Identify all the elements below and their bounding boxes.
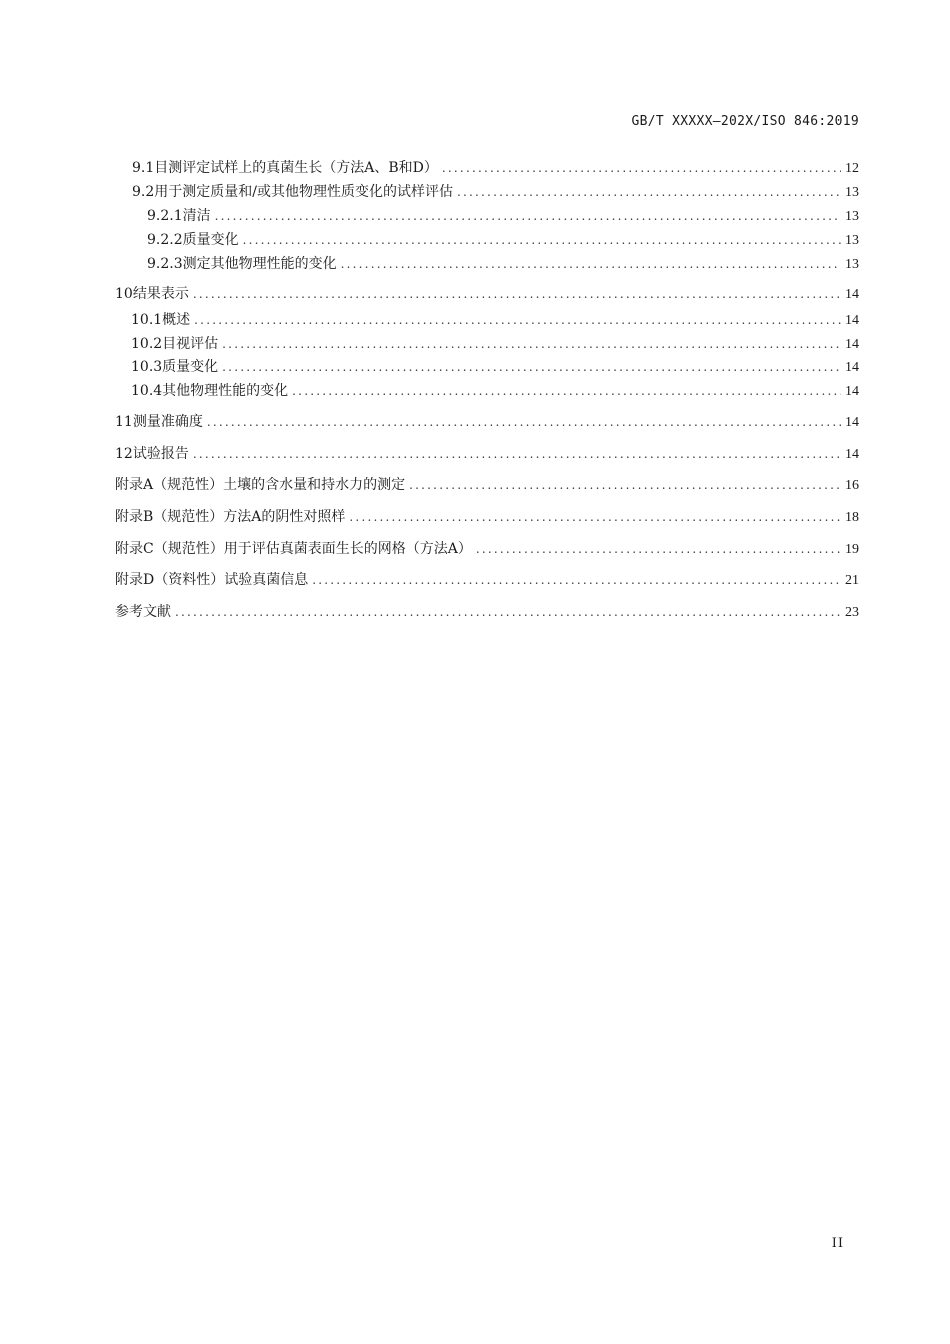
toc-number: 附录D（资料性） bbox=[115, 572, 225, 588]
toc-title: 目测评定试样上的真菌生长（方法A、B和D） bbox=[154, 160, 438, 176]
toc-entry-9-1[interactable] bbox=[0, 158, 950, 178]
toc-number: 9.2.1 bbox=[147, 208, 183, 224]
toc-entry-12[interactable] bbox=[0, 444, 950, 464]
toc-leader-dots bbox=[222, 334, 841, 354]
toc-leader-dots bbox=[341, 254, 841, 274]
toc-leader-dots bbox=[194, 310, 841, 330]
toc-title: 其他物理性能的变化 bbox=[162, 383, 289, 399]
toc-title: 概述 bbox=[162, 312, 191, 328]
toc-page: 14 bbox=[845, 360, 859, 375]
toc-leader-dots bbox=[457, 182, 841, 202]
toc-entry-9-2-3[interactable] bbox=[0, 254, 950, 274]
page-number: II bbox=[831, 1236, 844, 1251]
toc-entry-10-4[interactable] bbox=[0, 381, 950, 401]
toc-entry-10-3[interactable] bbox=[0, 357, 950, 377]
toc-page: 13 bbox=[845, 233, 859, 248]
toc-number: 附录A（规范性） bbox=[115, 477, 224, 493]
toc-leader-dots bbox=[312, 570, 841, 590]
toc-leader-dots bbox=[409, 475, 841, 495]
toc-page: 13 bbox=[845, 185, 859, 200]
toc-page: 12 bbox=[845, 161, 859, 176]
toc-page: 23 bbox=[845, 605, 859, 620]
toc-title: 用于评估真菌表面生长的网格（方法A） bbox=[223, 541, 472, 557]
toc-page: 14 bbox=[845, 287, 859, 302]
toc-entry-annex-a[interactable] bbox=[0, 475, 950, 495]
toc-page: 14 bbox=[845, 415, 859, 430]
toc-title: 用于测定质量和/或其他物理性质变化的试样评估 bbox=[154, 184, 453, 200]
toc-page: 13 bbox=[845, 257, 859, 272]
toc-title: 测量准确度 bbox=[132, 414, 203, 430]
toc-entry-10-1[interactable] bbox=[0, 310, 950, 330]
toc-leader-dots bbox=[292, 381, 841, 401]
toc-page: 14 bbox=[845, 337, 859, 352]
toc-leader-dots bbox=[442, 158, 841, 178]
toc-entry-10[interactable] bbox=[0, 284, 950, 304]
toc-page: 18 bbox=[845, 510, 859, 525]
toc-page: 21 bbox=[845, 573, 859, 588]
toc-leader-dots bbox=[222, 357, 841, 377]
toc-entry-11[interactable] bbox=[0, 412, 950, 432]
toc-entry-annex-d[interactable] bbox=[0, 570, 950, 590]
toc-page: 14 bbox=[845, 313, 859, 328]
toc-leader-dots bbox=[349, 507, 841, 527]
toc-title: 参考文献 bbox=[115, 604, 171, 620]
toc-number: 9.1 bbox=[132, 160, 155, 176]
toc-leader-dots bbox=[243, 230, 841, 250]
toc-page: 16 bbox=[845, 478, 859, 493]
toc-number: 10.2 bbox=[131, 336, 163, 352]
toc-leader-dots bbox=[215, 206, 841, 226]
toc-leader-dots bbox=[193, 444, 841, 464]
toc-title: 试验真菌信息 bbox=[224, 572, 309, 588]
toc-page: 14 bbox=[845, 384, 859, 399]
toc-number: 10 bbox=[115, 286, 133, 302]
toc-number: 12 bbox=[115, 446, 133, 462]
document-code-header: GB/T XXXXX—202X/ISO 846:2019 bbox=[631, 114, 859, 129]
toc-number: 10.1 bbox=[131, 312, 163, 328]
toc-number: 附录B（规范性） bbox=[115, 509, 224, 525]
toc-entry-annex-b[interactable] bbox=[0, 507, 950, 527]
toc-number: 9.2.2 bbox=[147, 232, 183, 248]
toc-number: 9.2 bbox=[132, 184, 155, 200]
toc-title: 方法A的阴性对照样 bbox=[223, 509, 346, 525]
toc-leader-dots bbox=[193, 284, 841, 304]
toc-number: 10.3 bbox=[131, 359, 163, 375]
toc-page: 19 bbox=[845, 542, 859, 557]
toc-number: 附录C（规范性） bbox=[115, 541, 224, 557]
toc-leader-dots bbox=[175, 602, 841, 622]
toc-leader-dots bbox=[476, 539, 841, 559]
toc-entry-9-2-1[interactable] bbox=[0, 206, 950, 226]
toc-page: 14 bbox=[845, 447, 859, 462]
toc-entry-10-2[interactable] bbox=[0, 334, 950, 354]
toc-entry-9-2[interactable] bbox=[0, 182, 950, 202]
toc-title: 测定其他物理性能的变化 bbox=[182, 256, 337, 272]
toc-page: 13 bbox=[845, 209, 859, 224]
toc-title: 结果表示 bbox=[132, 286, 189, 302]
toc-number: 11 bbox=[115, 414, 133, 430]
toc-title: 目视评估 bbox=[162, 336, 219, 352]
toc-title: 质量变化 bbox=[162, 359, 219, 375]
toc-number: 9.2.3 bbox=[147, 256, 183, 272]
toc-entry-annex-c[interactable] bbox=[0, 539, 950, 559]
toc-number: 10.4 bbox=[131, 383, 163, 399]
toc-title: 试验报告 bbox=[132, 446, 189, 462]
toc-entry-bibliography[interactable] bbox=[0, 602, 950, 622]
toc-leader-dots bbox=[207, 412, 841, 432]
toc-entry-9-2-2[interactable] bbox=[0, 230, 950, 250]
toc-title: 清洁 bbox=[182, 208, 211, 224]
toc-title: 土壤的含水量和持水力的测定 bbox=[223, 477, 406, 493]
toc-title: 质量变化 bbox=[182, 232, 239, 248]
